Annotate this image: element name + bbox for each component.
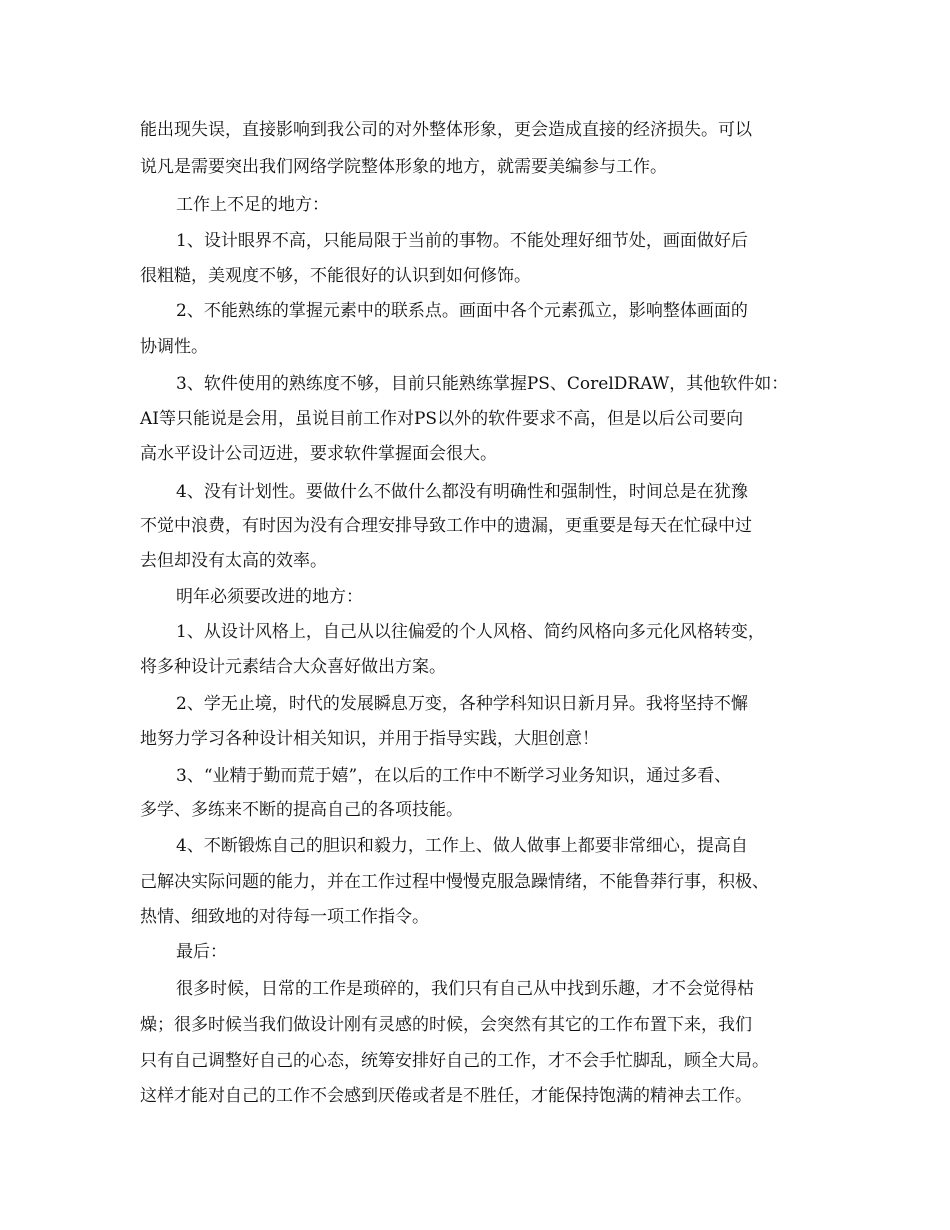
- text-line: 能出现失误，直接影响到我公司的对外整体形象，更会造成直接的经济损失。可以: [140, 120, 752, 140]
- text-line: 己解决实际问题的能力，并在工作过程中慢慢克服急躁情绪，不能鲁莽行事，积极、: [140, 872, 769, 892]
- text-line: 多学、多练来不断的提高自己的各项技能。: [140, 800, 463, 820]
- text-line: AI等只能说是会用，虽说目前工作对PS以外的软件要求不高，但是以后公司要向: [140, 409, 744, 429]
- text-line: 高水平设计公司迈进，要求软件掌握面会很大。: [140, 444, 497, 464]
- text-line: 将多种设计元素结合大众喜好做出方案。: [140, 657, 446, 677]
- text-line: 4、不断锻炼自己的胆识和毅力，工作上、做人做事上都要非常细心，提高自: [176, 836, 748, 856]
- text-line: 2、学无止境，时代的发展瞬息万变，各种学科知识日新月异。我将坚持不懈: [176, 694, 748, 714]
- text-line: 地努力学习各种设计相关知识，并用于指导实践，大胆创意！: [140, 729, 599, 749]
- section-heading: 工作上不足的地方：: [176, 195, 329, 215]
- text-line: 4、没有计划性。要做什么不做什么都没有明确性和强制性，时间总是在犹豫: [176, 482, 748, 502]
- text-line: 去但却没有太高的效率。: [140, 551, 327, 571]
- text-line: 很多时候，日常的工作是琐碎的，我们只有自己从中找到乐趣，才不会觉得枯: [176, 979, 754, 999]
- text-line: 燥；很多时候当我们做设计刚有灵感的时候，会突然有其它的工作布置下来，我们: [140, 1015, 752, 1035]
- text-line: 不觉中浪费，有时因为没有合理安排导致工作中的遗漏，更重要是每天在忙碌中过: [140, 516, 752, 536]
- text-line: 热情、细致地的对待每一项工作指令。: [140, 907, 429, 927]
- text-line: 很粗糙，美观度不够，不能很好的认识到如何修饰。: [140, 266, 531, 286]
- text-line: 只有自己调整好自己的心态，统筹安排好自己的工作，才不会手忙脚乱，顾全大局。: [140, 1051, 769, 1071]
- text-line: 1、设计眼界不高，只能局限于当前的事物。不能处理好细节处，画面做好后: [176, 231, 748, 251]
- text-line: 协调性。: [140, 337, 208, 357]
- text-line: 说凡是需要突出我们网络学院整体形象的地方，就需要美编参与工作。: [140, 157, 667, 177]
- text-line: 3、软件使用的熟练度不够，目前只能熟练掌握PS、CorelDRAW，其他软件如：: [176, 374, 789, 394]
- text-line: 这样才能对自己的工作不会感到厌倦或者是不胜任，才能保持饱满的精神去工作。: [140, 1086, 752, 1106]
- text-line: 2、不能熟练的掌握元素中的联系点。画面中各个元素孤立，影响整体画面的: [176, 301, 748, 321]
- section-heading: 最后：: [176, 942, 227, 962]
- section-heading: 明年必须要改进的地方：: [176, 587, 363, 607]
- text-line: 1、从设计风格上，自己从以往偏爱的个人风格、简约风格向多元化风格转变，: [176, 622, 765, 642]
- text-line: 3、“业精于勤而荒于嬉”，在以后的工作中不断学习业务知识，通过多看、: [176, 766, 732, 786]
